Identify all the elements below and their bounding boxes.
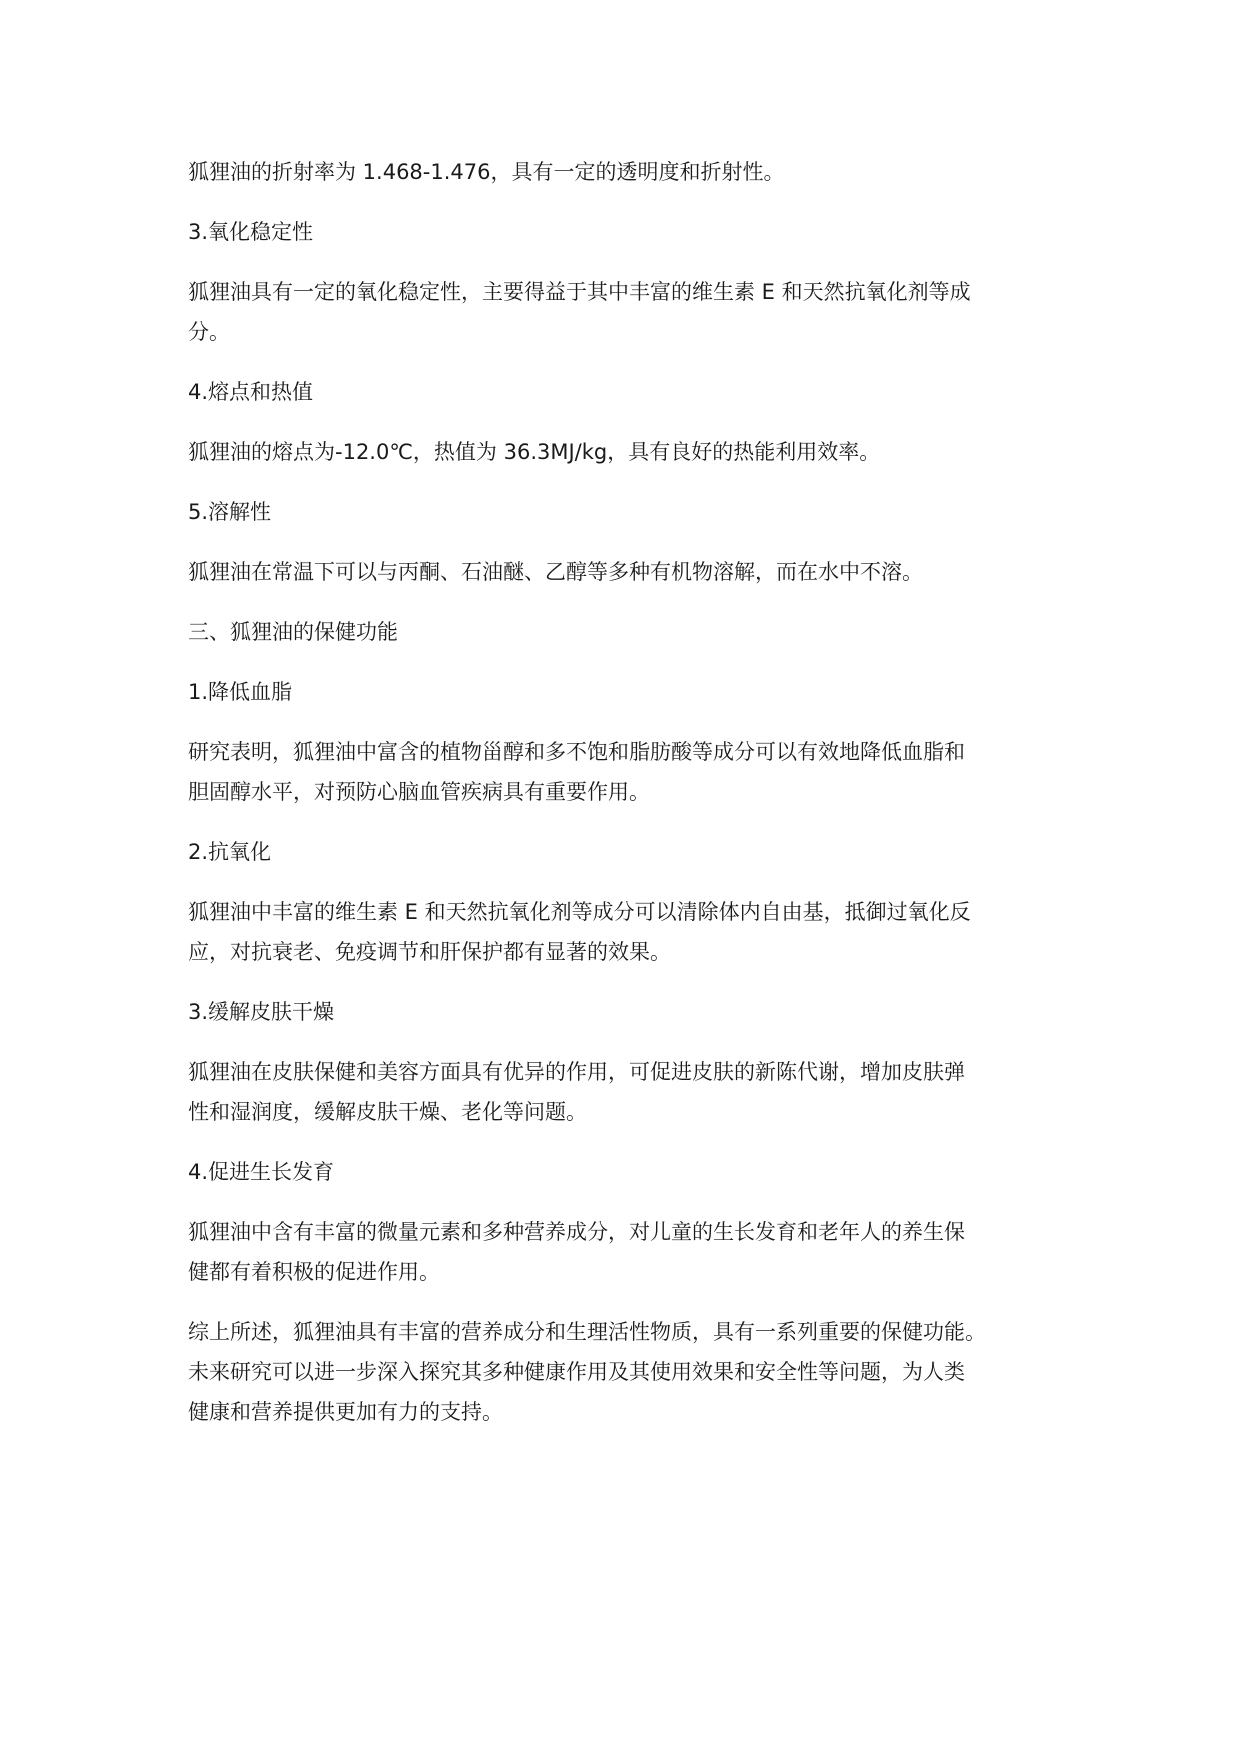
paragraph-antioxidant-line-1: 狐狸油中丰富的维生素 E 和天然抗氧化剂等成分可以清除体内自由基，抵御过氧化反 bbox=[188, 900, 971, 924]
paragraph-oxidation-line-1: 狐狸油具有一定的氧化稳定性，主要得益于其中丰富的维生素 E 和天然抗氧化剂等成 bbox=[188, 280, 971, 304]
paragraph-growth-line-2: 健都有着积极的促进作用。 bbox=[188, 1260, 440, 1284]
paragraph-summary-line-2: 未来研究可以进一步深入探究其多种健康作用及其使用效果和安全性等问题，为人类 bbox=[188, 1360, 965, 1384]
paragraph-growth-line-1: 狐狸油中含有丰富的微量元素和多种营养成分，对儿童的生长发育和老年人的养生保 bbox=[188, 1220, 965, 1244]
paragraph-solubility: 狐狸油在常温下可以与丙酮、石油醚、乙醇等多种有机物溶解，而在水中不溶。 bbox=[188, 560, 923, 584]
paragraph-skin-line-1: 狐狸油在皮肤保健和美容方面具有优异的作用，可促进皮肤的新陈代谢，增加皮肤弹 bbox=[188, 1060, 965, 1084]
paragraph-summary-line-1: 综上所述，狐狸油具有丰富的营养成分和生理活性物质，具有一系列重要的保健功能。 bbox=[188, 1320, 986, 1344]
heading-skin-dryness: 3.缓解皮肤干燥 bbox=[188, 1000, 335, 1024]
heading-lower-blood-lipid: 1.降低血脂 bbox=[188, 680, 293, 704]
paragraph-refraction: 狐狸油的折射率为 1.468-1.476，具有一定的透明度和折射性。 bbox=[188, 160, 785, 184]
paragraph-lipid-line-2: 胆固醇水平，对预防心脑血管疾病具有重要作用。 bbox=[188, 780, 650, 804]
heading-section-health-functions: 三、狐狸油的保健功能 bbox=[188, 620, 398, 644]
heading-growth: 4.促进生长发育 bbox=[188, 1160, 335, 1184]
heading-oxidation-stability: 3.氧化稳定性 bbox=[188, 220, 314, 244]
paragraph-antioxidant-line-2: 应，对抗衰老、免疫调节和肝保护都有显著的效果。 bbox=[188, 940, 671, 964]
paragraph-lipid-line-1: 研究表明，狐狸油中富含的植物甾醇和多不饱和脂肪酸等成分可以有效地降低血脂和 bbox=[188, 740, 965, 764]
heading-solubility: 5.溶解性 bbox=[188, 500, 272, 524]
paragraph-melting-point: 狐狸油的熔点为-12.0℃，热值为 36.3MJ/kg，具有良好的热能利用效率。 bbox=[188, 440, 881, 464]
heading-melting-point: 4.熔点和热值 bbox=[188, 380, 314, 404]
paragraph-skin-line-2: 性和湿润度，缓解皮肤干燥、老化等问题。 bbox=[188, 1100, 587, 1124]
heading-antioxidant: 2.抗氧化 bbox=[188, 840, 272, 864]
paragraph-summary-line-3: 健康和营养提供更加有力的支持。 bbox=[188, 1400, 503, 1424]
paragraph-oxidation-line-2: 分。 bbox=[188, 320, 230, 344]
